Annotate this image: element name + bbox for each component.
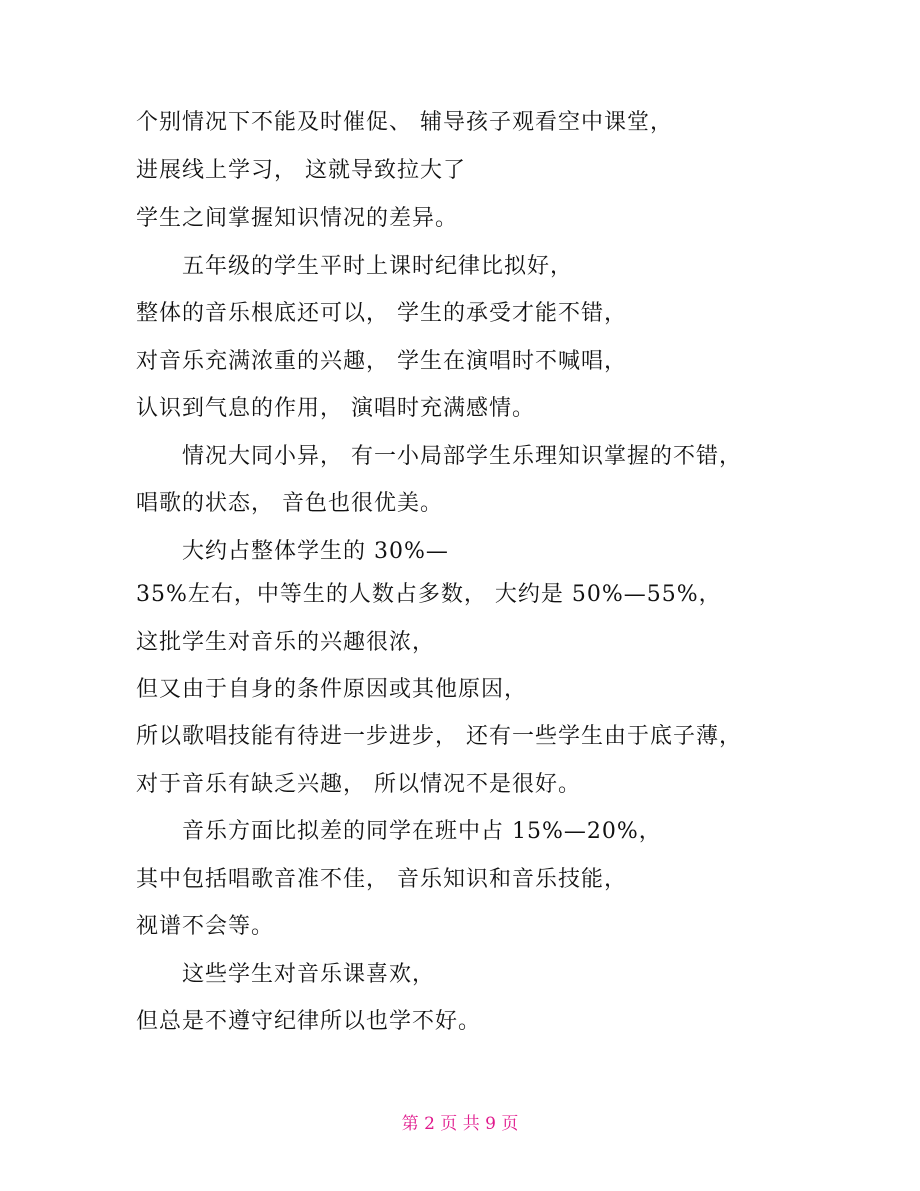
body-line: 进展线上学习， 这就导致拉大了	[136, 158, 466, 183]
body-line: 个别情况下不能及时催促、 辅导孩子观看空中课堂，	[136, 110, 673, 135]
page-number-footer: 第 2 页 共 9 页	[401, 1114, 519, 1134]
body-line: 所以歌唱技能有待进一步进步， 还有一些学生由于底子薄，	[136, 724, 742, 749]
body-line: 但又由于自身的条件原因或其他原因，	[136, 677, 528, 702]
paragraph-first-line: 五年级的学生平时上课时纪律比拟好，	[182, 254, 574, 279]
paragraph-first-line: 情况大同小异， 有一小局部学生乐理知识掌握的不错，	[182, 444, 742, 469]
body-line: 整体的音乐根底还可以， 学生的承受才能不错，	[136, 301, 627, 326]
paragraph-first-line: 音乐方面比拟差的同学在班中占 15%—20%，	[182, 819, 662, 844]
body-line: 认识到气息的作用， 演唱时充满感情。	[136, 396, 535, 421]
body-line: 对于音乐有缺乏兴趣， 所以情况不是很好。	[136, 772, 581, 797]
body-line: 学生之间掌握知识情况的差异。	[136, 206, 459, 231]
body-line: 这批学生对音乐的兴趣很浓，	[136, 630, 436, 655]
paragraph-first-line: 这些学生对音乐课喜欢，	[182, 962, 436, 987]
body-line: 其中包括唱歌音准不佳， 音乐知识和音乐技能，	[136, 867, 627, 892]
body-line: 唱歌的状态， 音色也很优美。	[136, 491, 443, 516]
body-line: 35%左右，中等生的人数占多数， 大约是 50%—55%，	[136, 582, 722, 607]
body-line: 但总是不遵守纪律所以也学不好。	[136, 1009, 482, 1034]
body-line: 视谱不会等。	[136, 914, 275, 939]
paragraph-first-line: 大约占整体学生的 30%—	[182, 539, 449, 564]
body-line: 对音乐充满浓重的兴趣， 学生在演唱时不喊唱，	[136, 349, 627, 374]
